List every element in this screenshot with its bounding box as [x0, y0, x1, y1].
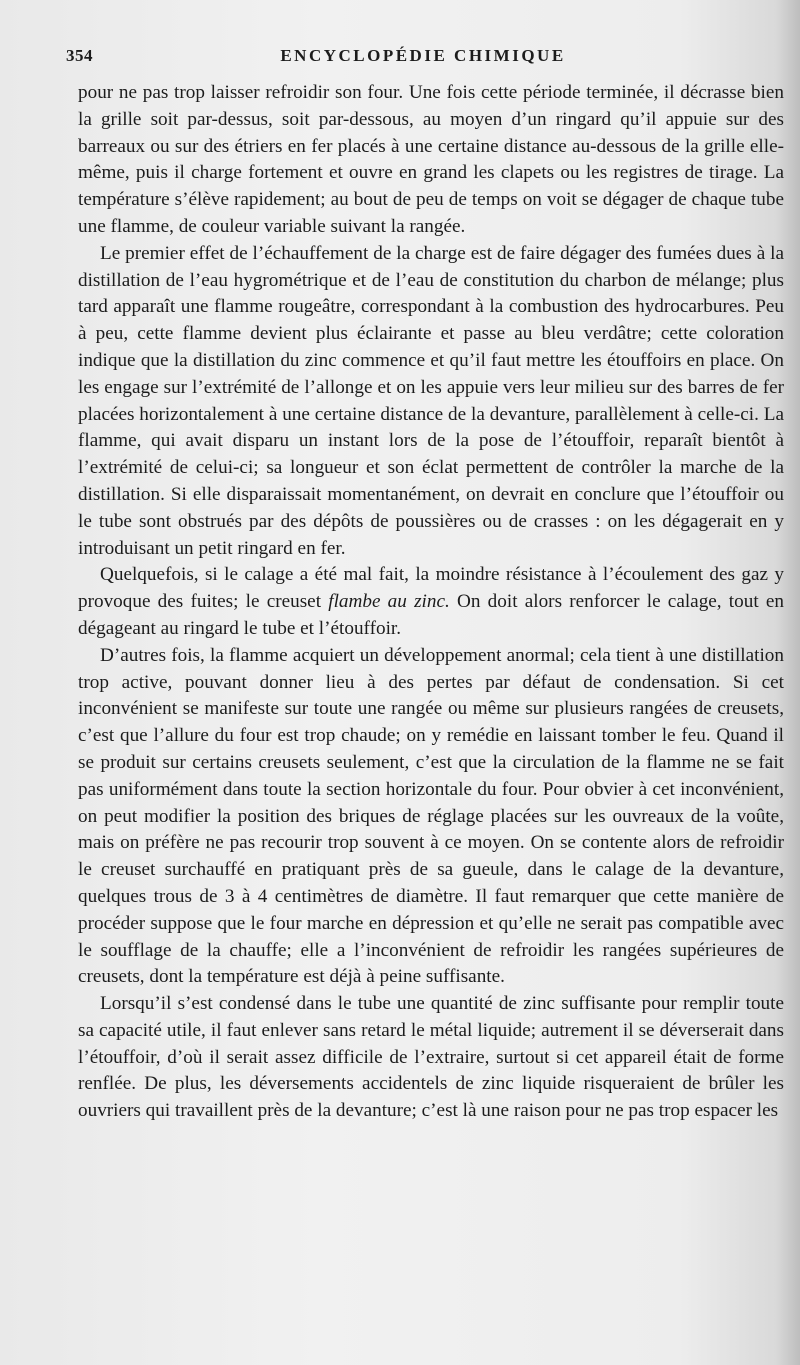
page-number: 354 [66, 46, 93, 65]
paragraph [78, 562, 784, 642]
running-head [66, 46, 780, 70]
paragraph: Lorsqu’il s’est condensé dans le tube une quantité de zinc suffisante pour remplir toute sa capacité utile, il faut enlever sans retard le métal liquide; autrement il se déverserait dans l’étouffoir, d’où il serait assez difficile de l’extraire, surtout si cet appareil était de forme renflée. De plus, les déversements accidentels de zinc liquide risqueraient de brûler les ouvriers qui travaillent près de la devanture; c’est là une raison pour ne pas trop espacer les [78, 993, 784, 1122]
running-title: ENCYCLOPÉDIE CHIMIQUE [280, 46, 566, 65]
paragraph: D’autres fois, la flamme acquiert un développement anormal; cela tient à une distillation trop active, pouvant donner lieu à des pertes par défaut de condensation. Si cet inconvénient se manifeste sur toute une rangée ou même sur plusieurs rangées de creusets, c’est que l’allure du four est trop chaude; on y remédie en laissant tomber le feu. Quand il se produit sur certains creusets seulement, c’est que la circulation de la flamme ne se fait pas uniformément dans toute la section horizontale du four. Pour obvier à cet inconvénient, on peut modifier la position des briques de réglage placées sur les ouvreaux de la voûte, mais on préfère ne pas recourir trop souvent à ce moyen. On se contente alors de refroidir le creuset surchauffé en pratiquant près de sa gueule, dans le calage de la devanture, quelques trous de 3 à 4 centimètres de diamètre. Il faut remarquer que cette manière de procéder suppose que le four marche en dépression et qu’elle ne serait pas compatible avec le soufflage de la chauffe; elle a l’inconvénient de refroidir les rangées supérieures de creusets, dont la température est déjà à peine suffisante. [78, 644, 784, 988]
paragraph: Le premier effet de l’échauffement de la charge est de faire dégager des fumées dues à la distillation de l’eau hygrométrique et de l’eau de constitution du charbon de mélange; plus tard apparaît une flamme rougeâtre, correspondant à la combustion des hydrocarbures. Peu à peu, cette flamme devient plus éclairante et passe au bleu verdâtre; cette coloration indique que la distillation du zinc commence et qu’il faut mettre les étouffoirs en place. On les engage sur l’extrémité de l’allonge et on les appuie vers leur milieu sur des barres de fer placées horizontalement à une certaine distance de la devanture, parallèlement à celle-ci. La flamme, qui avait disparu un instant lors de la pose de l’étouffoir, reparaît bientôt à l’extrémité de celui-ci; sa longueur et son éclat permettent de contrôler la marche de la distillation. Si elle disparaissait momentanément, on devrait en conclure que l’étouffoir ou le tube sont obstrués par des dépôts de poussières ou de crasses : on les dégagerait en y introduisant un petit ringard en fer. [78, 242, 784, 559]
paragraph-text: On doit alors renforcer le calage, tout en dégageant au ringard le tube et l’étouffoir. [78, 591, 784, 639]
paragraph-text: Quelquefois, si le calage a été mal fait, la moindre résistance à l’écoulement des gaz y provoque des fuites; le creuset [78, 564, 784, 613]
italic-term: flambe au zinc. [328, 591, 450, 613]
paragraph-continued: pour ne pas trop laisser refroidir son four. Une fois cette période terminée, il décrasse bien la grille soit par-dessus, soit par-dessous, au moyen d’un ringard qu’il appuie sur des barreaux ou sur des étriers en fer placés à une certaine distance au-dessous de la grille elle-même, puis il charge fortement et ouvre en grand les clapets ou les registres de tirage. La température s’élève rapidement; au bout de peu de temps on voit se dégager de chaque tube une flamme, de couleur variable suivant la rangée. [78, 82, 784, 237]
body-text [78, 80, 784, 1125]
